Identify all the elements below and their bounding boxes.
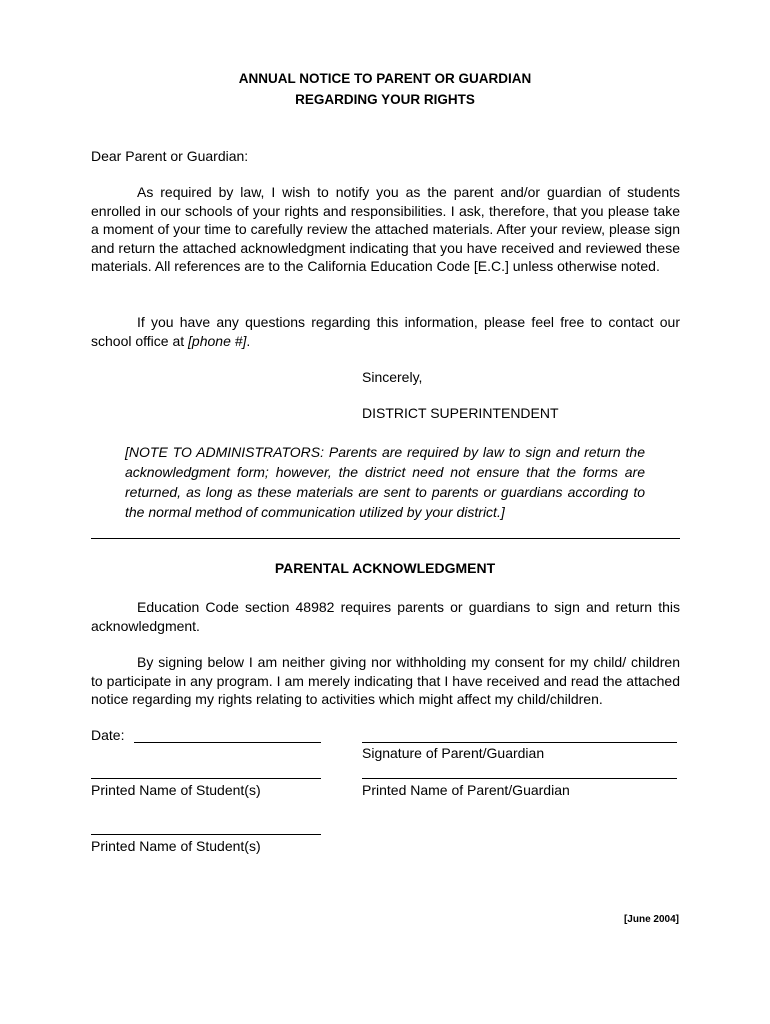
- revision-date: [June 2004]: [623, 914, 679, 925]
- date-field-line[interactable]: [134, 742, 321, 743]
- salutation: Dear Parent or Guardian:: [91, 148, 249, 164]
- parent-signature-line[interactable]: [362, 742, 677, 743]
- acknowledgment-paragraph-1: [91, 598, 680, 635]
- letter-paragraph-2-end: .: [246, 332, 251, 349]
- student-name-line-2[interactable]: [91, 834, 321, 835]
- date-label: Date:: [91, 727, 125, 743]
- student-name-label-1: Printed Name of Student(s): [91, 782, 261, 798]
- administrator-note: [NOTE TO ADMINISTRATORS: Parents are required by law to sign and return the acknowledgment form; however, the district need not ensure that the forms are returned, as long as these materials are sent to parents or guardians according to the normal method of communication utilized by your district.]: [125, 444, 645, 520]
- student-name-line-1[interactable]: [91, 778, 321, 779]
- acknowledgment-paragraph-1-text: Education Code section 48982 requires parents or guardians to sign and return this acknowledgment.: [91, 599, 680, 634]
- document-title-line-1: ANNUAL NOTICE TO PARENT OR GUARDIAN: [238, 71, 532, 86]
- document-title-line-2: REGARDING YOUR RIGHTS: [295, 92, 475, 107]
- parent-name-line[interactable]: [362, 778, 677, 779]
- signer-title: DISTRICT SUPERINTENDENT: [362, 405, 559, 421]
- parent-name-label: Printed Name of Parent/Guardian: [362, 782, 570, 798]
- letter-paragraph-2: [91, 313, 680, 350]
- letter-paragraph-2-text: If you have any questions regarding this information, please feel free to contact our school office at: [91, 314, 680, 349]
- phone-placeholder: [phone #]: [188, 332, 247, 349]
- letter-paragraph-1: [91, 183, 680, 276]
- acknowledgment-paragraph-2: [91, 653, 680, 709]
- acknowledgment-paragraph-2-text: By signing below I am neither giving nor withholding my consent for my child/ children to participate in any program. I am merely indicating that I have received and read the attached notice regarding my rights relating to activities which might affect my child/children.: [91, 654, 680, 707]
- student-name-label-2: Printed Name of Student(s): [91, 838, 261, 854]
- acknowledgment-heading: PARENTAL ACKNOWLEDGMENT: [274, 560, 496, 576]
- closing: Sincerely,: [362, 369, 423, 385]
- letter-paragraph-1-text: As required by law, I wish to notify you as the parent and/or guardian of students enrolled in our schools of your rights and responsibilities. I ask, therefore, that you please take a moment of your time to carefully review the attached materials. After your review, please sign and return the attached acknowledgment indicating that you have received and reviewed these materials. All references are to the California Education Code [E.C.] unless otherwise noted.: [91, 184, 680, 274]
- section-divider: [91, 538, 680, 539]
- parent-signature-label: Signature of Parent/Guardian: [362, 745, 545, 761]
